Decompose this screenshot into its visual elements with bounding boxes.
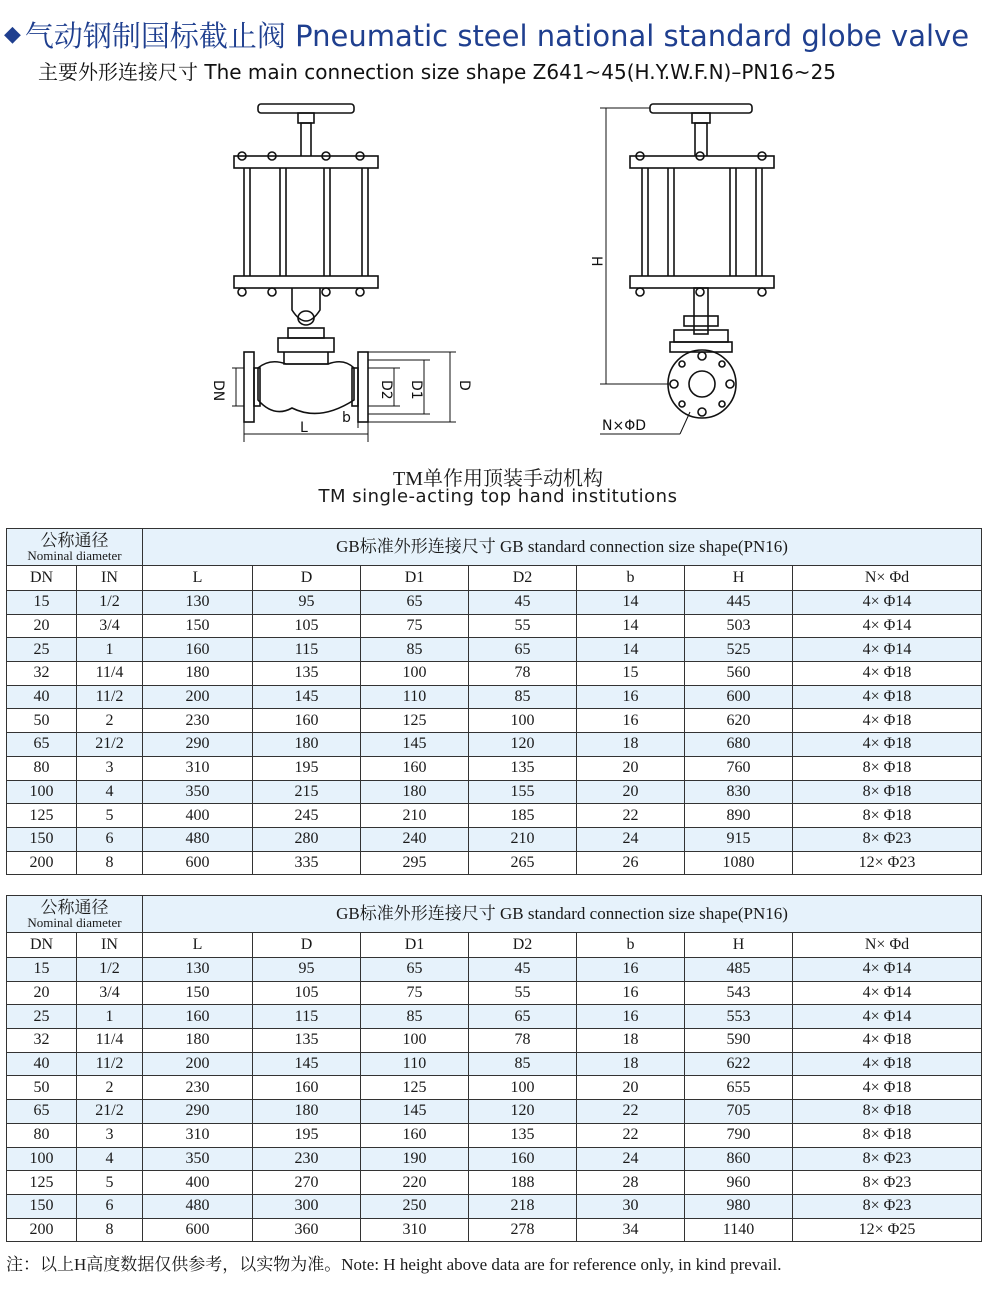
table-row [7,804,982,828]
table-row [7,827,982,851]
table-cell: 65 [361,958,469,982]
table-cell: 280 [253,827,361,851]
table-row [7,733,982,757]
table-cell: 705 [685,1100,793,1124]
table-row [7,1100,982,1124]
table-row [7,685,982,709]
table-cell: 160 [361,1123,469,1147]
table-cell: 200 [143,685,253,709]
table-cell: 200 [143,1052,253,1076]
table-row [7,981,982,1005]
table-cell: 11/4 [77,1029,143,1053]
table-cell: 55 [469,614,577,638]
column-header: H [685,566,793,591]
table-row [7,1194,982,1218]
table-cell: 16 [577,981,685,1005]
table-cell: 195 [253,1123,361,1147]
table-cell: 150 [143,614,253,638]
table-cell: 350 [143,1147,253,1171]
table-cell: 830 [685,780,793,804]
table-row [7,1005,982,1029]
table-cell: 230 [143,1076,253,1100]
table-cell: 4× Φ18 [793,662,982,686]
table-cell: 335 [253,851,361,875]
table-cell: 300 [253,1194,361,1218]
column-header: D1 [361,566,469,591]
table-cell: 24 [577,827,685,851]
table-cell: 190 [361,1147,469,1171]
table-cell: 15 [7,958,77,982]
table-cell: 8× Φ18 [793,1123,982,1147]
table-cell: 210 [361,804,469,828]
table-cell: 160 [143,638,253,662]
table-cell: 16 [577,958,685,982]
table-cell: 8× Φ23 [793,827,982,851]
nominal-diameter-header [7,896,143,933]
column-header: D1 [361,933,469,958]
table-title: GB标准外形连接尺寸 GB standard connection size shape(PN16) [143,529,982,566]
table-cell: 18 [577,733,685,757]
dim-label-l: L [300,420,308,436]
table-cell: 4× Φ14 [793,591,982,615]
table-cell: 310 [143,756,253,780]
table-cell: 350 [143,780,253,804]
table-cell: 150 [143,981,253,1005]
table-cell: 14 [577,591,685,615]
footnote: 注：以上H高度数据仅供参考，以实物为准。Note: H height above data are for reference only, in kind prevail. [6,1255,782,1274]
table-cell: 1080 [685,851,793,875]
column-header: N× Φd [793,566,982,591]
nominal-diameter-header [7,529,143,566]
column-header: L [143,566,253,591]
table-cell: 480 [143,1194,253,1218]
table-cell: 485 [685,958,793,982]
table-cell: 130 [143,958,253,982]
table-cell: 195 [253,756,361,780]
table-cell: 135 [253,662,361,686]
nominal-diameter-en: Nominal diameter [27,547,122,563]
table-cell: 4× Φ18 [793,733,982,757]
title-row [4,14,969,54]
dim-label-d1: D1 [408,380,424,400]
table-cell: 12× Φ25 [793,1218,982,1242]
column-header: b [577,933,685,958]
table-row [7,756,982,780]
column-header: D2 [469,933,577,958]
column-header: IN [77,566,143,591]
column-header: DN [7,933,77,958]
column-header: D [253,933,361,958]
table-cell: 4× Φ14 [793,958,982,982]
table-cell: 95 [253,591,361,615]
table-cell: 553 [685,1005,793,1029]
table-cell: 4× Φ14 [793,1005,982,1029]
table-cell: 85 [469,1052,577,1076]
table-row [7,709,982,733]
table-cell: 22 [577,804,685,828]
table-row [7,958,982,982]
table-cell: 185 [469,804,577,828]
table-cell: 250 [361,1194,469,1218]
table-cell: 265 [469,851,577,875]
table-cell: 4× Φ14 [793,614,982,638]
table-row [7,662,982,686]
table-cell: 295 [361,851,469,875]
valve-technical-drawing [200,96,800,446]
column-header: DN [7,566,77,591]
table-cell: 160 [143,1005,253,1029]
table-cell: 15 [577,662,685,686]
table-row [7,1147,982,1171]
table-cell: 150 [7,827,77,851]
table-cell: 145 [253,685,361,709]
table-cell: 5 [77,1171,143,1195]
table-cell: 4× Φ18 [793,1052,982,1076]
table-cell: 4× Φ18 [793,709,982,733]
column-header: N× Φd [793,933,982,958]
page-subtitle: 主要外形连接尺寸 The main connection size shape Z641~45(H.Y.W.F.N)–PN16~25 [38,60,837,84]
table-cell: 8× Φ18 [793,756,982,780]
table-cell: 125 [7,804,77,828]
table-cell: 25 [7,1005,77,1029]
table-cell: 890 [685,804,793,828]
table-cell: 400 [143,1171,253,1195]
table-row [7,638,982,662]
table-cell: 25 [7,638,77,662]
table-cell: 180 [361,780,469,804]
table-cell: 1/2 [77,958,143,982]
table-cell: 200 [7,1218,77,1242]
size-table-2 [6,895,982,1242]
table-cell: 215 [253,780,361,804]
table-cell: 560 [685,662,793,686]
table-cell: 40 [7,1052,77,1076]
table-cell: 16 [577,685,685,709]
table-cell: 120 [469,1100,577,1124]
table-cell: 125 [361,709,469,733]
table-cell: 15 [7,591,77,615]
table-cell: 8× Φ23 [793,1194,982,1218]
page-title: 气动钢制国标截止阀 Pneumatic steel national standard globe valve [24,18,970,53]
table-cell: 3 [77,756,143,780]
size-table-1 [6,528,982,875]
nominal-diameter-cn: 公称通径 [40,530,109,550]
drawing-caption-en: TM single-acting top hand institutions [318,486,678,507]
table-cell: 12× Φ23 [793,851,982,875]
table-cell: 600 [143,851,253,875]
table-cell: 65 [7,733,77,757]
table-cell: 115 [253,638,361,662]
table-cell: 960 [685,1171,793,1195]
handwheel-left [258,104,354,113]
table-cell: 6 [77,1194,143,1218]
table-cell: 4× Φ18 [793,1029,982,1053]
table-cell: 290 [143,733,253,757]
table-cell: 65 [361,591,469,615]
table-cell: 16 [577,709,685,733]
table-cell: 100 [361,1029,469,1053]
table-cell: 22 [577,1123,685,1147]
table-cell: 32 [7,662,77,686]
table-cell: 80 [7,1123,77,1147]
table-cell: 16 [577,1005,685,1029]
table-cell: 200 [7,851,77,875]
table-row [7,1052,982,1076]
table-cell: 180 [253,733,361,757]
table-cell: 125 [7,1171,77,1195]
table-cell: 100 [469,709,577,733]
table-cell: 125 [361,1076,469,1100]
column-header: D [253,566,361,591]
table-cell: 180 [253,1100,361,1124]
table-cell: 4× Φ18 [793,1076,982,1100]
table-cell: 278 [469,1218,577,1242]
table-cell: 20 [7,981,77,1005]
table-cell: 8 [77,851,143,875]
table-cell: 75 [361,981,469,1005]
column-header: H [685,933,793,958]
table-cell: 135 [253,1029,361,1053]
table-cell: 655 [685,1076,793,1100]
table-cell: 80 [7,756,77,780]
dim-label-dn: DN [210,380,226,402]
table-cell: 188 [469,1171,577,1195]
table-cell: 5 [77,804,143,828]
table-cell: 135 [469,1123,577,1147]
table-cell: 8× Φ23 [793,1171,982,1195]
table-cell: 21/2 [77,1100,143,1124]
table-row [7,851,982,875]
table-cell: 915 [685,827,793,851]
table-cell: 620 [685,709,793,733]
table-cell: 50 [7,1076,77,1100]
table-cell: 210 [469,827,577,851]
table-row [7,780,982,804]
table-cell: 100 [7,780,77,804]
table-cell: 14 [577,638,685,662]
table-cell: 480 [143,827,253,851]
table-cell: 2 [77,709,143,733]
table-cell: 75 [361,614,469,638]
table-cell: 4 [77,1147,143,1171]
drawing-caption-cn: TM单作用顶装手动机构 [393,468,603,490]
table-cell: 11/2 [77,1052,143,1076]
table-cell: 22 [577,1100,685,1124]
table-cell: 600 [685,685,793,709]
table-cell: 115 [253,1005,361,1029]
table-row [7,614,982,638]
table-cell: 2 [77,1076,143,1100]
table-cell: 105 [253,614,361,638]
table-cell: 78 [469,662,577,686]
table-cell: 34 [577,1218,685,1242]
column-header: D2 [469,566,577,591]
table-cell: 55 [469,981,577,1005]
table-cell: 32 [7,1029,77,1053]
nominal-diameter-en: Nominal diameter [27,914,122,930]
table-cell: 130 [143,591,253,615]
table-cell: 3 [77,1123,143,1147]
dim-label-b: b [342,410,351,426]
table-cell: 4× Φ14 [793,638,982,662]
table-row [7,1123,982,1147]
table-cell: 600 [143,1218,253,1242]
table-cell: 218 [469,1194,577,1218]
table-cell: 590 [685,1029,793,1053]
column-header: b [577,566,685,591]
table-cell: 980 [685,1194,793,1218]
table-cell: 4× Φ18 [793,685,982,709]
table-cell: 790 [685,1123,793,1147]
column-header: IN [77,933,143,958]
table-cell: 543 [685,981,793,1005]
dim-label-d2: D2 [378,380,394,400]
table-cell: 30 [577,1194,685,1218]
table-cell: 160 [361,756,469,780]
table-cell: 1 [77,1005,143,1029]
diamond-bullet-icon: ◆ [4,21,21,46]
table-cell: 50 [7,709,77,733]
table-cell: 145 [361,1100,469,1124]
table-cell: 3/4 [77,614,143,638]
table-cell: 18 [577,1029,685,1053]
table-cell: 760 [685,756,793,780]
table-cell: 4× Φ14 [793,981,982,1005]
table-cell: 400 [143,804,253,828]
table-cell: 310 [143,1123,253,1147]
table-cell: 1 [77,638,143,662]
table-cell: 1/2 [77,591,143,615]
table-cell: 40 [7,685,77,709]
table-cell: 100 [361,662,469,686]
table-cell: 6 [77,827,143,851]
table-row [7,591,982,615]
table-cell: 11/4 [77,662,143,686]
table-cell: 21/2 [77,733,143,757]
dim-label-nxd: N×ΦD [602,418,647,434]
table-cell: 24 [577,1147,685,1171]
table-cell: 360 [253,1218,361,1242]
dim-label-d: D [456,380,472,391]
table-cell: 120 [469,733,577,757]
table-cell: 1140 [685,1218,793,1242]
table-cell: 105 [253,981,361,1005]
table-cell: 26 [577,851,685,875]
table-cell: 145 [253,1052,361,1076]
nominal-diameter-cn: 公称通径 [40,897,109,917]
table-cell: 240 [361,827,469,851]
table-cell: 290 [143,1100,253,1124]
table-cell: 65 [469,638,577,662]
table-cell: 20 [577,1076,685,1100]
table-cell: 95 [253,958,361,982]
table-title: GB标准外形连接尺寸 GB standard connection size shape(PN16) [143,896,982,933]
table-cell: 220 [361,1171,469,1195]
table-cell: 622 [685,1052,793,1076]
table-cell: 85 [469,685,577,709]
table-cell: 160 [469,1147,577,1171]
table-cell: 860 [685,1147,793,1171]
table-cell: 8× Φ18 [793,1100,982,1124]
table-cell: 8× Φ23 [793,1147,982,1171]
table-cell: 525 [685,638,793,662]
table-cell: 45 [469,958,577,982]
table-cell: 14 [577,614,685,638]
table-cell: 160 [253,709,361,733]
table-cell: 100 [469,1076,577,1100]
table-cell: 145 [361,733,469,757]
table-cell: 20 [7,614,77,638]
table-cell: 8 [77,1218,143,1242]
table-cell: 4 [77,780,143,804]
table-cell: 245 [253,804,361,828]
table-row [7,1076,982,1100]
table-cell: 155 [469,780,577,804]
table-cell: 445 [685,591,793,615]
table-cell: 20 [577,756,685,780]
table-cell: 65 [7,1100,77,1124]
column-header: L [143,933,253,958]
table-cell: 230 [253,1147,361,1171]
table-cell: 230 [143,709,253,733]
table-cell: 45 [469,591,577,615]
table-cell: 78 [469,1029,577,1053]
table-row [7,1029,982,1053]
table-cell: 680 [685,733,793,757]
dim-label-h: H [588,256,604,267]
table-cell: 28 [577,1171,685,1195]
table-cell: 65 [469,1005,577,1029]
table-cell: 11/2 [77,685,143,709]
table-cell: 100 [7,1147,77,1171]
table-cell: 85 [361,638,469,662]
table-cell: 180 [143,1029,253,1053]
table-cell: 3/4 [77,981,143,1005]
table-cell: 270 [253,1171,361,1195]
table-cell: 110 [361,685,469,709]
table-cell: 85 [361,1005,469,1029]
table-cell: 18 [577,1052,685,1076]
table-cell: 503 [685,614,793,638]
table-cell: 180 [143,662,253,686]
table-cell: 135 [469,756,577,780]
table-row [7,1218,982,1242]
table-row [7,1171,982,1195]
table-cell: 310 [361,1218,469,1242]
table-cell: 160 [253,1076,361,1100]
table-cell: 150 [7,1194,77,1218]
table-cell: 8× Φ18 [793,780,982,804]
table-cell: 8× Φ18 [793,804,982,828]
table-cell: 110 [361,1052,469,1076]
table-cell: 20 [577,780,685,804]
